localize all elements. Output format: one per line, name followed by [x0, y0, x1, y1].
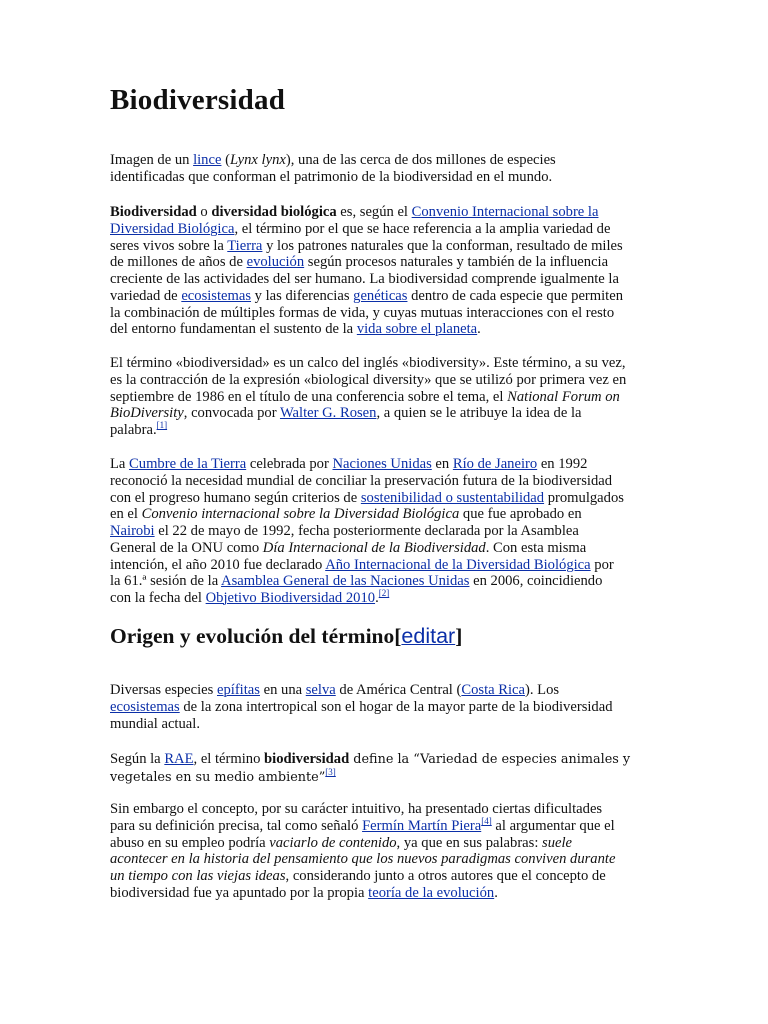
link-fermin-martin-piera[interactable]: Fermín Martín Piera [362, 817, 482, 834]
intro-paragraph: Biodiversidad o diversidad biológica es, según el Convenio Internacional sobre la Diversidad Biológica, el término por el que se hace referencia a la amplia variedad de seres vivos sobre la Tierra y los patrones naturales que la conforman, resultado de miles de millones de años de evolución según procesos naturales y también de la influencia creciente de las actividades del ser humano. La biodiversidad comprende igualmente la variedad de ecosistemas y las diferencias genéticas dentro de cada especie que permiten la combinación de múltiples formas de vida, y cuyas mutuas interacciones con el resto del entorno fundamentan el sustento de la vida sobre el planeta. [110, 204, 624, 338]
link-vida-planeta[interactable]: vida sobre el planeta [356, 321, 478, 338]
link-nairobi[interactable]: Nairobi [110, 523, 155, 539]
link-objetivo-2010[interactable]: Objetivo Biodiversidad 2010 [205, 590, 376, 606]
link-evolucion[interactable]: evolución [246, 254, 305, 271]
link-naciones-unidas[interactable]: Naciones Unidas [332, 456, 432, 472]
link-geneticas[interactable]: genéticas [353, 287, 408, 304]
link-asamblea-general[interactable]: Asamblea General de las Naciones Unidas [221, 573, 470, 590]
link-ecosistemas-2[interactable]: ecosistemas [110, 698, 180, 715]
image-caption: Imagen de un lince (Lynx lynx), una de las cerca de dos millones de especies identificadas que conforman el patrimonio de la biodiversidad en el mundo. [110, 152, 556, 185]
edit-section-link[interactable]: editar [401, 624, 456, 648]
link-walter-rosen[interactable]: Walter G. Rosen [279, 405, 377, 422]
link-teoria-evolucion[interactable]: teoría de la evolución [368, 884, 495, 901]
rae-definition-paragraph: Según la RAE, el término biodiversidad define la “Variedad de especies animales y vegetales en su medio ambiente”[3] [110, 751, 631, 785]
link-lince[interactable]: lince [193, 152, 222, 168]
link-sostenibilidad[interactable]: sostenibilidad o sustentabilidad [360, 489, 545, 506]
link-ecosistemas[interactable]: ecosistemas [181, 287, 252, 304]
link-rae[interactable]: RAE [164, 751, 194, 767]
link-epifitas[interactable]: epífitas [216, 682, 260, 698]
link-costa-rica[interactable]: Costa Rica [461, 682, 526, 698]
page-title: Biodiversidad [110, 84, 286, 116]
citation-4[interactable]: [4] [481, 815, 492, 826]
citation-2[interactable]: [2] [378, 588, 390, 598]
link-convenio[interactable]: Convenio Internacional sobre la [411, 204, 599, 220]
link-cumbre-tierra[interactable]: Cumbre de la Tierra [129, 456, 247, 472]
epiphytes-paragraph: Diversas especies epífitas en una selva de América Central (Costa Rica). Los ecosistemas de la zona intertropical son el hogar de la mayor parte de la biodiversidad mundial actual. [110, 682, 613, 732]
link-anio-internacional[interactable]: Año Internacional de la Diversidad Biológica [325, 556, 591, 573]
concept-paragraph: Sin embargo el concepto, por su carácter intuitivo, ha presentado ciertas dificultades para su definición precisa, tal como señaló Fermín Martín Piera[4] al argumentar que el abuso en su empleo podría vaciarlo de contenido, ya que en sus palabras: suele acontecer en la historia del pensamiento que los nuevos paradigmas conviven durante un tiempo con las viejas ideas, considerando junto a otros autores que el concepto de biodiversidad fue ya apuntado por la propia teoría de la evolución. [110, 801, 616, 901]
link-convenio-2[interactable]: Diversidad Biológica [110, 220, 235, 237]
link-rio-janeiro[interactable]: Río de Janeiro [452, 456, 538, 472]
section-heading: Origen y evolución del término[editar] [110, 624, 463, 648]
summit-paragraph: La Cumbre de la Tierra celebrada por Naciones Unidas en Río de Janeiro en 1992 reconoció la necesidad mundial de conciliar la preservación futura de la biodiversidad con el progreso humano según criterios de sostenibilidad o sustentabilidad promulgados en el Convenio internacional sobre la Diversidad Biológica que fue aprobado en Nairobi el 22 de mayo de 1992, fecha posteriormente declarada por la Asamblea General de la ONU como Día Internacional de la Biodiversidad. Con esta misma intención, el año 2010 fue declarado Año Internacional de la Diversidad Biológica por la 61.ª sesión de la Asamblea General de las Naciones Unidas en 2006, coincidiendo con la fecha del Objetivo Biodiversidad 2010.[2] [110, 456, 624, 606]
etymology-paragraph: El término «biodiversidad» es un calco del inglés «biodiversity». Este término, a su vez, es la contracción de la expresión «biological diversity» que se utilizó por primera vez en septiembre de 1986 en el título de una conferencia sobre el tema, el National Forum on BioDiversity, convocada por Walter G. Rosen, a quien se le atribuye la idea de la palabra.[1] [110, 355, 627, 438]
link-tierra[interactable]: Tierra [227, 237, 263, 254]
citation-3[interactable]: [3] [325, 766, 336, 777]
citation-1[interactable]: [1] [156, 420, 168, 430]
link-selva[interactable]: selva [305, 682, 336, 698]
